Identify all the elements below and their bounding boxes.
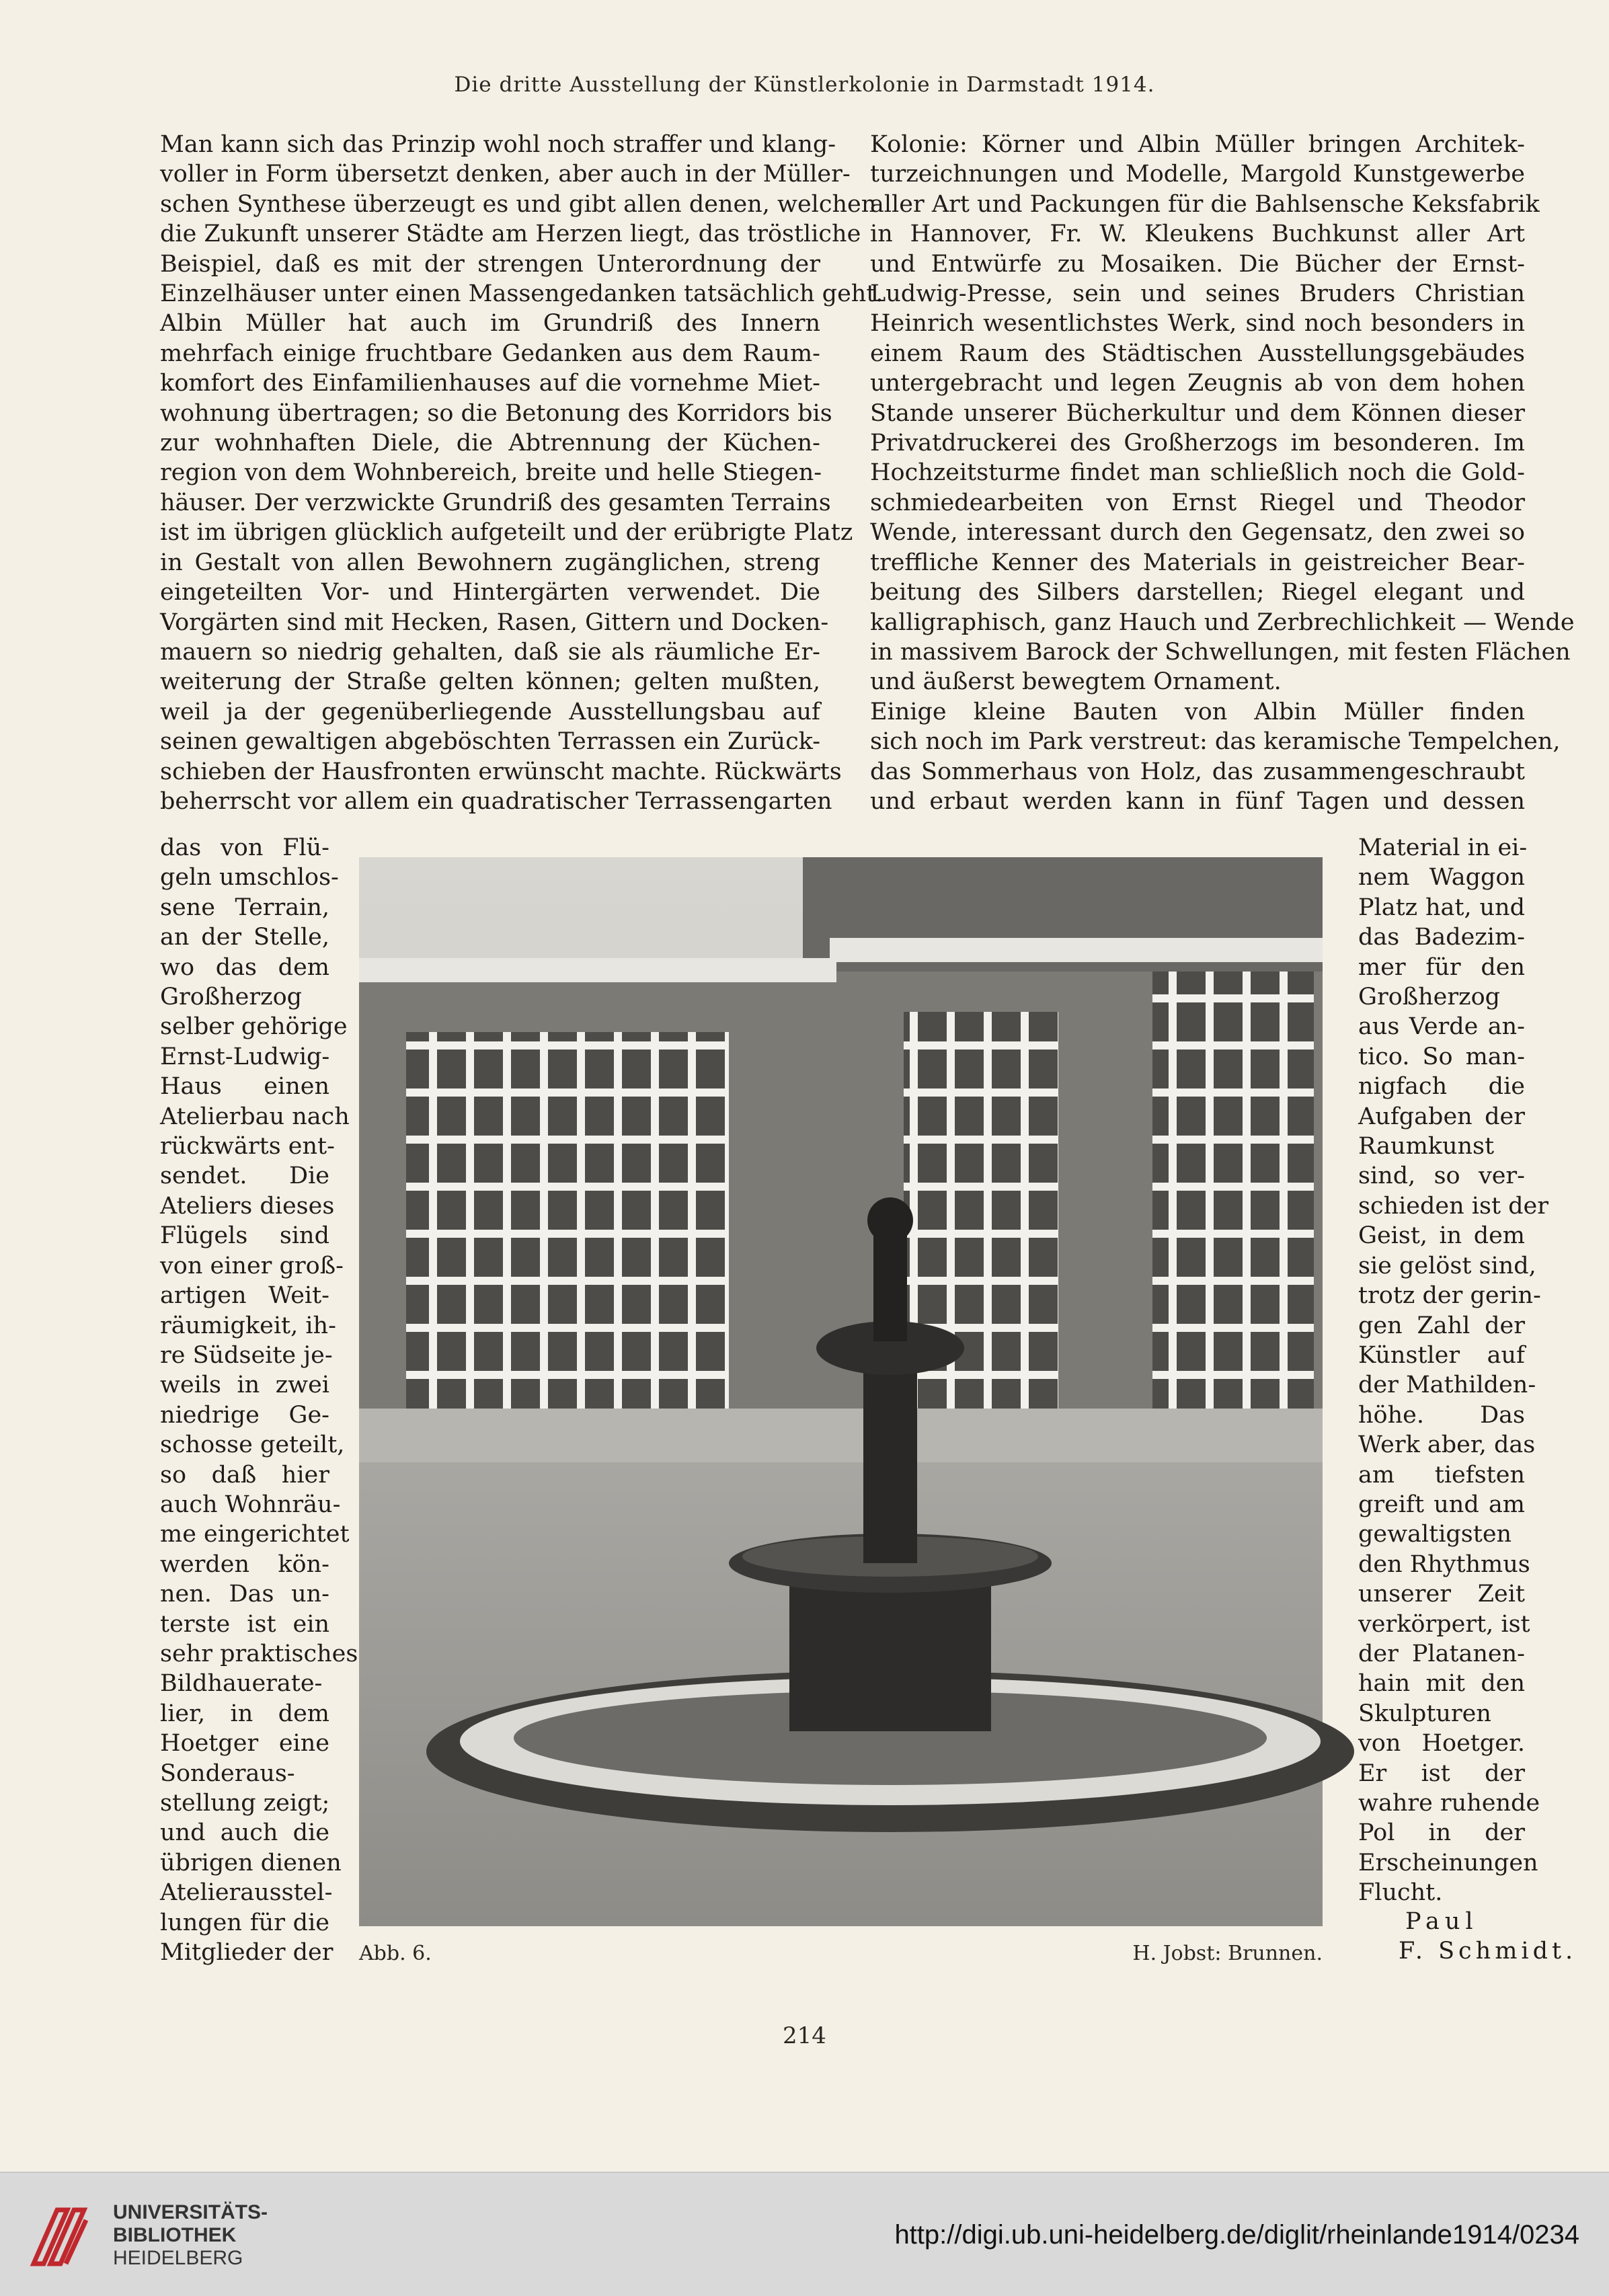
text-line: und erbaut werden kann in fünf Tagen und dessen [870,787,1525,815]
author-last-name: F. Schmidt. [1399,1938,1577,1965]
text-line: me eingerichtet [160,1521,350,1548]
text-line: nigfach die [1358,1073,1525,1101]
text-line: häuser. Der verzwickte Grundriß des gesamten Terrains [160,489,831,516]
text-line: an der Stelle, [160,924,329,951]
text-line: Ludwig-Presse, sein und seines Bruders Christian [870,280,1525,308]
text-line: von einer groß- [160,1252,344,1279]
page-number: 214 [783,2022,826,2049]
text-line: terste ist ein [160,1610,329,1638]
text-line: schieden ist der [1358,1192,1548,1220]
text-line: greift und am [1358,1491,1525,1518]
text-line: und Entwürfe zu Mosaiken. Die Bücher der Ernst- [870,250,1525,278]
text-line: Privatdruckerei des Großherzogs im besonderen. Im [870,430,1525,457]
text-line: von Hoetger. [1358,1730,1525,1757]
text-line: auch Wohnräu- [160,1491,341,1518]
text-line: und äußerst bewegtem Ornament. [870,668,1282,696]
text-line: eingeteilten Vor- und Hintergärten verwendet. Die [160,579,820,606]
text-line: so daß hier [160,1461,329,1489]
text-line: sehr praktisches [160,1640,358,1667]
figure-caption-title: H. Jobst: Brunnen. [1132,1942,1323,1965]
text-line: sene Terrain, [160,894,329,921]
text-line: Einzelhäuser unter einen Massengedanken tatsächlich geht. [160,280,884,308]
text-line: mauern so niedrig gehalten, daß sie als räumliche Er- [160,638,820,666]
text-column-left-narrow [160,833,358,1967]
text-line: und auch die [160,1819,329,1847]
text-line: mehrfach einige fruchtbare Gedanken aus dem Raum- [160,340,820,367]
text-line: Ateliers dieses [160,1192,335,1220]
text-line: nem Waggon [1358,864,1525,892]
text-line: weil ja der gegenüberliegende Ausstellungsbau auf [160,698,820,725]
library-name-line1: UNIVERSITÄTS- [113,2201,268,2223]
text-line: der Platanen- [1358,1640,1525,1667]
text-line: Er ist der [1358,1759,1525,1787]
text-line: verkörpert, ist [1358,1610,1530,1638]
text-line: Werk aber, das [1358,1431,1536,1459]
text-line: Geist, in dem [1358,1222,1525,1250]
text-line: aller Art und Packungen für die Bahlsensche Keksfabrik [870,190,1540,218]
text-line: hain mit den [1358,1670,1525,1698]
author-first-name: Paul [1405,1908,1479,1935]
text-line: das Badezim- [1358,924,1525,951]
text-line: komfort des Einfamilienhauses auf die vornehme Miet- [160,370,820,397]
text-line: Platz hat, und [1358,894,1525,921]
text-line: sich noch im Park verstreut: das keramische Tempelchen, [870,728,1561,756]
text-line: Pol in der [1358,1819,1525,1847]
text-line: den Rhythmus [1358,1550,1530,1578]
text-line: Hochzeitsturme findet man schließlich noch die Gold- [870,459,1525,487]
text-line: Atelierbau nach [160,1103,350,1130]
text-line: Aufgaben der [1358,1103,1525,1130]
text-line: Bildhauerate- [160,1670,323,1698]
text-line: Beispiel, daß es mit der strengen Unterordnung der [160,250,820,278]
text-line: turzeichnungen und Modelle, Margold Kunstgewerbe [870,161,1525,188]
text-line: Mitglieder der [160,1939,333,1967]
text-line: Kolonie: Körner und Albin Müller bringen Architek- [870,131,1525,158]
text-line: Raumkunst [1358,1133,1495,1160]
text-line: beherrscht vor allem ein quadratischer Terrassengarten [160,787,832,815]
text-line: voller in Form übersetzt denken, aber auch in der Müller- [160,161,851,188]
source-url-link[interactable]: http://digi.ub.uni-heidelberg.de/diglit/rheinlande1914/0234 [894,2220,1579,2250]
text-column-right [870,130,1575,816]
text-line: Künstler auf [1358,1341,1525,1369]
figure-caption-number: Abb. 6. [359,1942,432,1965]
text-line: Albin Müller hat auch im Grundriß des Innern [160,310,820,338]
text-line: tico. So man- [1358,1043,1525,1070]
fountain-photograph [359,857,1323,1926]
text-line: aus Verde an- [1358,1013,1525,1041]
text-line: einem Raum des Städtischen Ausstellungsgebäudes [870,340,1525,367]
text-line: Atelierausstel- [160,1879,333,1907]
text-line: unserer Zeit [1358,1581,1525,1608]
text-line: in Hannover, Fr. W. Kleukens Buchkunst aller Art [870,221,1525,248]
text-line: sendet. Die [160,1162,329,1190]
text-line: treffliche Kenner des Materials in geistreicher Bear- [870,549,1525,576]
text-line: Wende, interessant durch den Gegensatz, den zwei so [870,519,1525,547]
text-line: region von dem Wohnbereich, breite und helle Stiegen- [160,459,822,487]
text-line: nen. Das un- [160,1581,329,1608]
text-line: übrigen dienen [160,1849,342,1876]
text-line: der Mathilden- [1358,1372,1536,1399]
text-line: trotz der gerin- [1358,1282,1541,1310]
text-line: Man kann sich das Prinzip wohl noch straffer und klang- [160,131,836,158]
text-line: sind, so ver- [1358,1162,1525,1190]
text-line: Skulpturen [1358,1700,1491,1727]
text-line: räumigkeit, ih- [160,1312,336,1339]
text-line: lungen für die [160,1909,329,1936]
text-line: Material in ei- [1358,834,1528,861]
text-line: stellung zeigt; [160,1790,330,1817]
library-name-line3: HEIDELBERG [113,2247,243,2269]
text-line: selber gehörige [160,1013,348,1041]
text-line: mer für den [1358,953,1525,981]
text-column-right-narrow [1358,833,1548,1908]
text-line: untergebracht und legen Zeugnis ab von dem hohen [870,370,1525,397]
text-line: ist im übrigen glücklich aufgeteilt und der erübrigte Platz [160,519,853,547]
text-line: lier, in dem [160,1700,329,1727]
text-line: Flucht. [1358,1879,1443,1907]
text-line: schmiedearbeiten von Ernst Riegel und Theodor [870,489,1525,516]
text-line: werden kön- [160,1550,329,1578]
text-line: gen Zahl der [1358,1312,1525,1339]
text-line: rückwärts ent- [160,1133,335,1160]
text-line: in Gestalt von allen Bewohnern zugänglichen, streng [160,549,820,576]
text-line: schieben der Hausfronten erwünscht machte. Rückwärts [160,758,842,785]
text-line: seinen gewaltigen abgeböschten Terrassen ein Zurück- [160,728,821,756]
text-line: Stande unserer Bücherkultur und dem Können dieser [870,399,1525,427]
text-line: höhe. Das [1358,1401,1525,1429]
text-line: niedrige Ge- [160,1401,329,1429]
text-line: beitung des Silbers darstellen; Riegel elegant und [870,579,1525,606]
text-line: artigen Weit- [160,1282,329,1310]
text-line: am tiefsten [1358,1461,1525,1489]
text-line: Heinrich wesentlichstes Werk, sind noch besonders in [870,310,1525,338]
text-line: Ernst-Ludwig- [160,1043,330,1070]
text-line: Einige kleine Bauten von Albin Müller finden [870,698,1525,725]
library-footer [0,2172,1609,2296]
text-line: sie gelöst sind, [1358,1252,1536,1279]
text-line: das Sommerhaus von Holz, das zusammengeschraubt [870,758,1525,785]
text-line: Sonderaus- [160,1759,295,1787]
text-line: Großherzog [1358,984,1501,1011]
text-line: weiterung der Straße gelten können; gelten mußten, [160,668,820,696]
text-line: Hoetger eine [160,1730,329,1757]
text-line: re Südseite je- [160,1341,333,1369]
text-line: in massivem Barock der Schwellungen, mit festen Flächen [870,638,1571,666]
text-line: wohnung übertragen; so die Betonung des Korridors bis [160,399,832,427]
text-line: gewaltigsten [1358,1521,1512,1548]
running-head: Die dritte Ausstellung der Künstlerkolonie in Darmstadt 1914. [454,73,1155,97]
text-line: kalligraphisch, ganz Hauch und Zerbrechlichkeit — Wende [870,608,1575,636]
text-line: die Zukunft unserer Städte am Herzen liegt, das tröstliche [160,221,861,248]
text-line: Flügels sind [160,1222,329,1250]
library-name-line2: BIBLIOTHEK [113,2224,237,2246]
text-line: Haus einen [160,1073,329,1101]
text-line: weils in zwei [160,1372,329,1399]
text-line: Vorgärten sind mit Hecken, Rasen, Gittern und Docken- [160,608,829,636]
text-column-left [160,130,884,816]
text-line: geln umschlos- [160,864,339,892]
library-name [113,2201,268,2270]
text-line: wo das dem [160,953,329,981]
library-logo-icon [27,2200,94,2274]
text-line: Erscheinungen [1358,1849,1538,1876]
text-line: Großherzog [160,984,303,1011]
text-line: wahre ruhende [1358,1790,1540,1817]
text-line: schosse geteilt, [160,1431,345,1459]
text-line: zur wohnhaften Diele, die Abtrennung der Küchen- [160,430,820,457]
text-line: schen Synthese überzeugt es und gibt allen denen, welchen [160,190,877,218]
text-line: das von Flü- [160,834,329,861]
